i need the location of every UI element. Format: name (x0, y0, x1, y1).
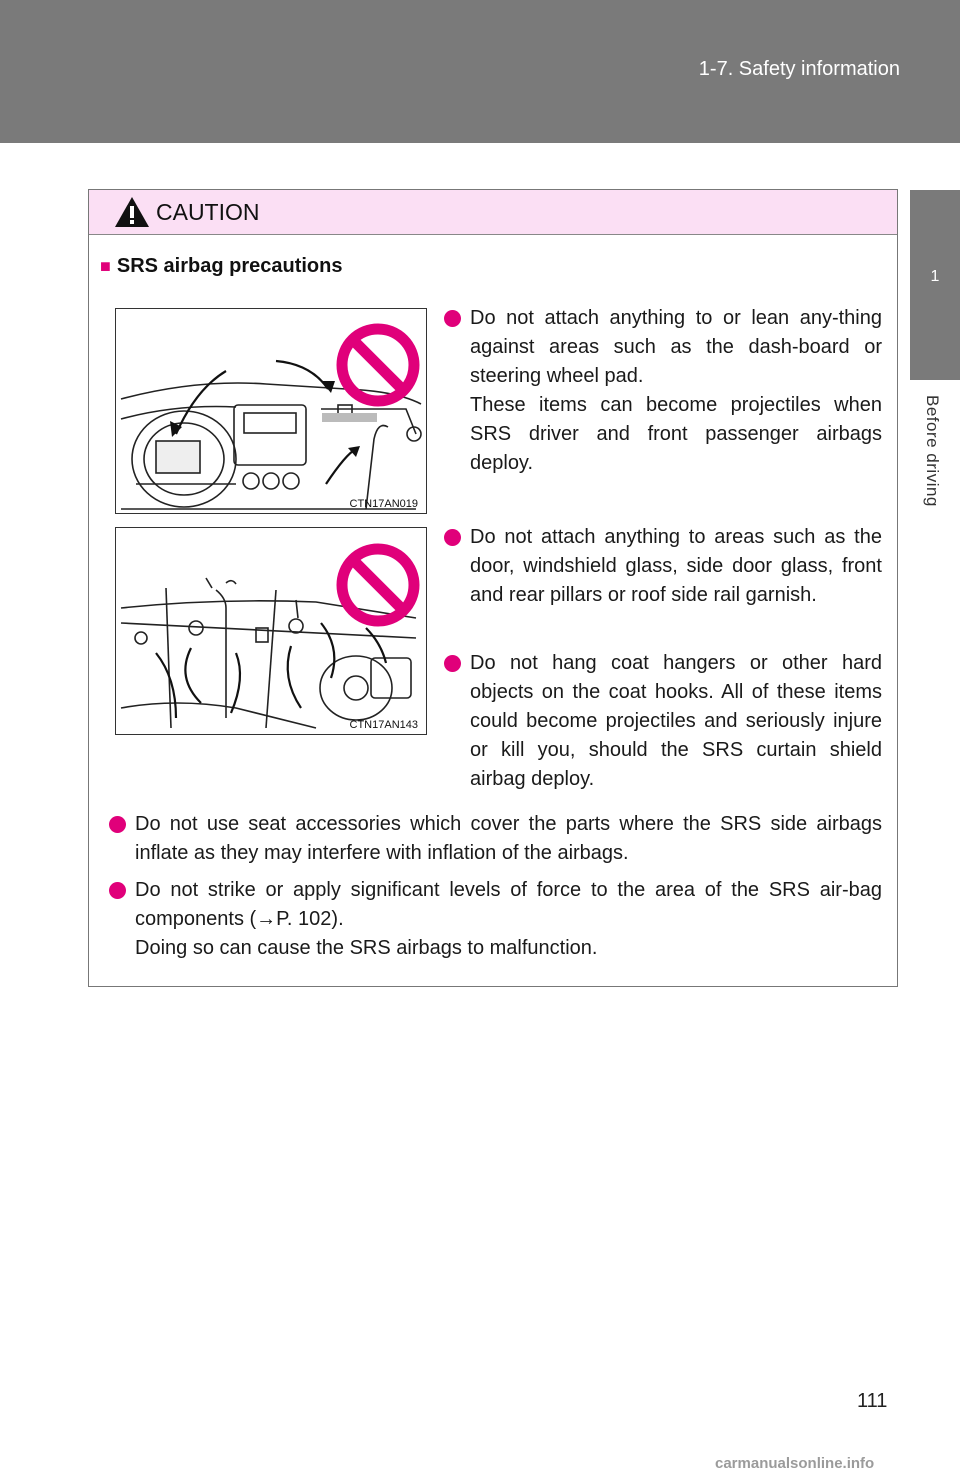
page-header (0, 0, 960, 143)
figure-dashboard (115, 308, 427, 514)
dashboard-illustration (116, 309, 426, 513)
bullet-item (109, 810, 882, 868)
bullet-text: Do not use seat accessories which cover the parts where the SRS side airbags inflate as they may interfere with inflation of the airbags. (135, 813, 882, 864)
figure-code: CTN17AN019 (349, 498, 418, 510)
bullet-dot-icon (109, 816, 126, 833)
bullet-item (444, 523, 882, 610)
figure-interior (115, 527, 427, 735)
bullet-text: Do not attach anything to areas such as the door, windshield glass, side door glass, front and rear pillars or roof side rail garnish. (470, 526, 882, 606)
bullet-dot-icon (444, 529, 461, 546)
bullet-note: These items can become projectiles when SRS driver and front passenger airbags deploy. (470, 394, 882, 474)
section-heading-text: SRS airbag precautions (116, 255, 343, 277)
bullet-dot-icon (444, 655, 461, 672)
section-title-header: 1-7. Safety information (698, 58, 900, 80)
warning-triangle-icon (114, 196, 150, 228)
chapter-label: Before driving (923, 395, 942, 507)
page-number: 111 (857, 1390, 888, 1412)
figure-code: CTN17AN143 (349, 719, 418, 731)
interior-illustration (116, 528, 426, 734)
chapter-number: 1 (930, 268, 940, 285)
bullet-item (444, 304, 882, 478)
chapter-tab (910, 190, 960, 380)
bullet-text: Do not attach anything to or lean any-thing against areas such as the dash-board or steering wheel pad. (470, 307, 882, 387)
section-heading (100, 255, 343, 278)
caution-header (89, 190, 897, 235)
square-bullet-icon: ■ (100, 256, 111, 276)
bullet-text: Do not strike or apply significant levels of force to the area of the SRS air-bag components (→P. 102). (135, 879, 882, 930)
bullet-dot-icon (444, 310, 461, 327)
bullet-dot-icon (109, 882, 126, 899)
bullet-text: Do not hang coat hangers or other hard objects on the coat hooks. All of these items could become projectiles and seriously injure or kill you, should the SRS curtain shield airbag deploy. (470, 652, 882, 790)
watermark: carmanualsonline.info (715, 1455, 875, 1472)
bullet-item (109, 876, 882, 963)
bullet-item (444, 649, 882, 794)
caution-title: CAUTION (156, 199, 260, 225)
bullet-note: Doing so can cause the SRS airbags to malfunction. (135, 937, 598, 959)
caution-box (88, 189, 898, 987)
